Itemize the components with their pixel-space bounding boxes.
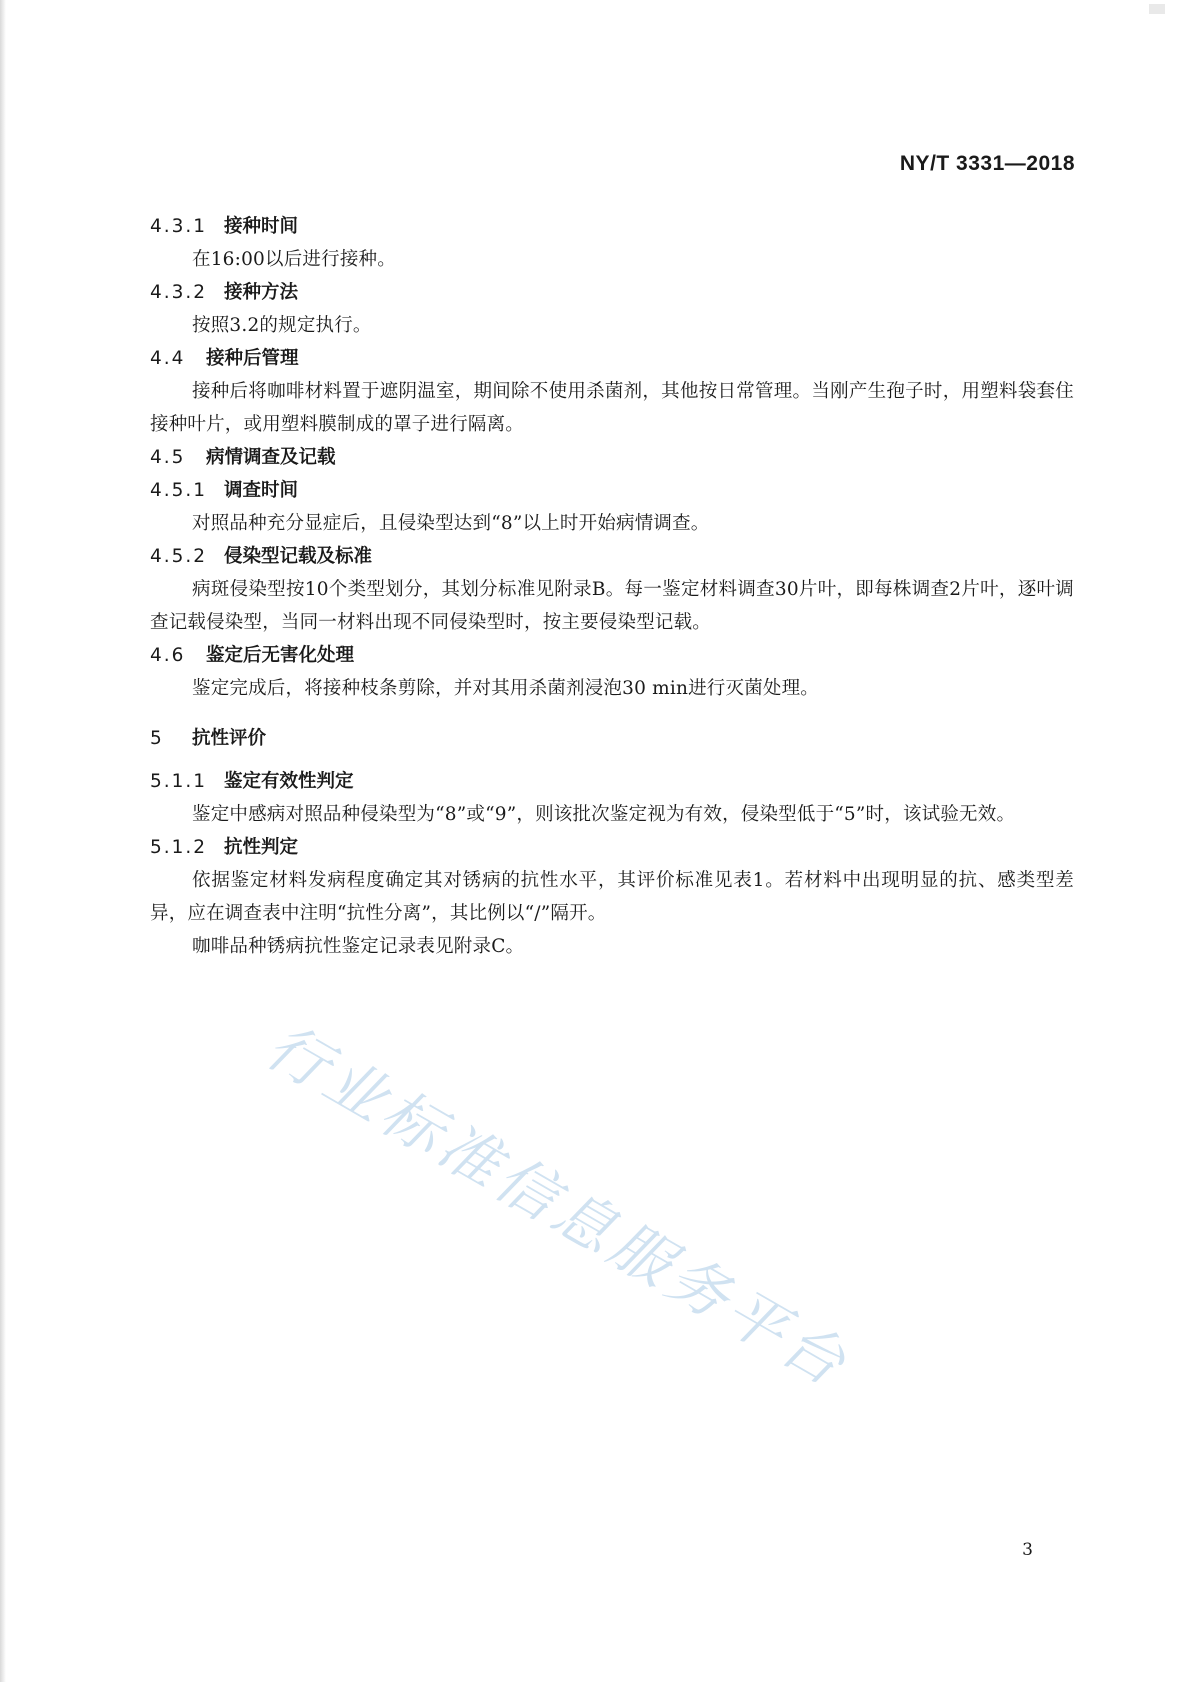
paragraph: 鉴定完成后，将接种枝条剪除，并对其用杀菌剂浸泡30 min进行灭菌处理。 bbox=[192, 678, 819, 699]
section-heading bbox=[150, 276, 1074, 309]
paragraph: 病斑侵染型按10个类型划分，其划分标准见附录B。每一鉴定材料调查30片叶，即每株调查2片叶，逐叶调查记载侵染型，当同一材料出现不同侵染型时，按主要侵染型记载。 bbox=[150, 579, 1075, 633]
paragraph: 鉴定中感病对照品种侵染型为“8”或“9”，则该批次鉴定视为有效，侵染型低于“5”时，该试验无效。 bbox=[192, 804, 1016, 825]
section-title: 接种时间 bbox=[224, 216, 299, 237]
section-title: 鉴定有效性判定 bbox=[224, 771, 354, 792]
section-number: 4.6 bbox=[150, 645, 186, 666]
paragraph: 咖啡品种锈病抗性鉴定记录表见附录C。 bbox=[192, 936, 525, 957]
section-number: 4.5.2 bbox=[150, 546, 208, 567]
section-heading bbox=[150, 639, 1074, 672]
section-heading bbox=[150, 540, 1074, 573]
paragraph: 在16:00以后进行接种。 bbox=[192, 249, 396, 270]
section-heading bbox=[150, 831, 1074, 864]
page-number: 3 bbox=[1022, 1540, 1033, 1560]
section-number: 5.1.2 bbox=[150, 837, 208, 858]
section-number: 5 bbox=[150, 728, 164, 749]
section-number: 5.1.1 bbox=[150, 771, 208, 792]
paragraph: 依据鉴定材料发病程度确定其对锈病的抗性水平，其评价标准见表1。若材料中出现明显的抗、感类型差异，应在调查表中注明“抗性分离”，其比例以“/”隔开。 bbox=[150, 870, 1074, 924]
section-title: 侵染型记载及标准 bbox=[224, 546, 373, 567]
section-heading bbox=[150, 474, 1074, 507]
section-title: 接种后管理 bbox=[206, 348, 299, 369]
paragraph: 接种后将咖啡材料置于遮阴温室，期间除不使用杀菌剂，其他按日常管理。当刚产生孢子时，用塑料袋套住接种叶片，或用塑料膜制成的罩子进行隔离。 bbox=[150, 381, 1074, 435]
standard-code: NY/T 3331—2018 bbox=[899, 152, 1075, 175]
section-title: 抗性评价 bbox=[192, 728, 267, 749]
section-number: 4.5 bbox=[150, 447, 186, 468]
section-number: 4.3.1 bbox=[150, 216, 208, 237]
section-number: 4.4 bbox=[150, 348, 186, 369]
section-title: 病情调查及记载 bbox=[206, 447, 336, 468]
section-number: 4.5.1 bbox=[150, 480, 208, 501]
section-heading bbox=[150, 722, 1074, 755]
section-heading bbox=[150, 765, 1074, 798]
paragraph: 按照3.2的规定执行。 bbox=[192, 315, 372, 336]
section-heading bbox=[150, 342, 1074, 375]
section-title: 抗性判定 bbox=[224, 837, 299, 858]
section-heading bbox=[150, 210, 1074, 243]
document-body bbox=[150, 210, 1074, 963]
section-heading bbox=[150, 441, 1074, 474]
section-title: 鉴定后无害化处理 bbox=[206, 645, 355, 666]
paragraph: 对照品种充分显症后，且侵染型达到“8”以上时开始病情调查。 bbox=[192, 513, 710, 534]
scan-mark bbox=[1149, 4, 1165, 14]
section-number: 4.3.2 bbox=[150, 282, 208, 303]
watermark-text: 行业标准信息服务平台 bbox=[254, 1011, 862, 1402]
scan-edge-shadow bbox=[0, 0, 6, 1682]
section-title: 调查时间 bbox=[224, 480, 299, 501]
section-title: 接种方法 bbox=[224, 282, 299, 303]
